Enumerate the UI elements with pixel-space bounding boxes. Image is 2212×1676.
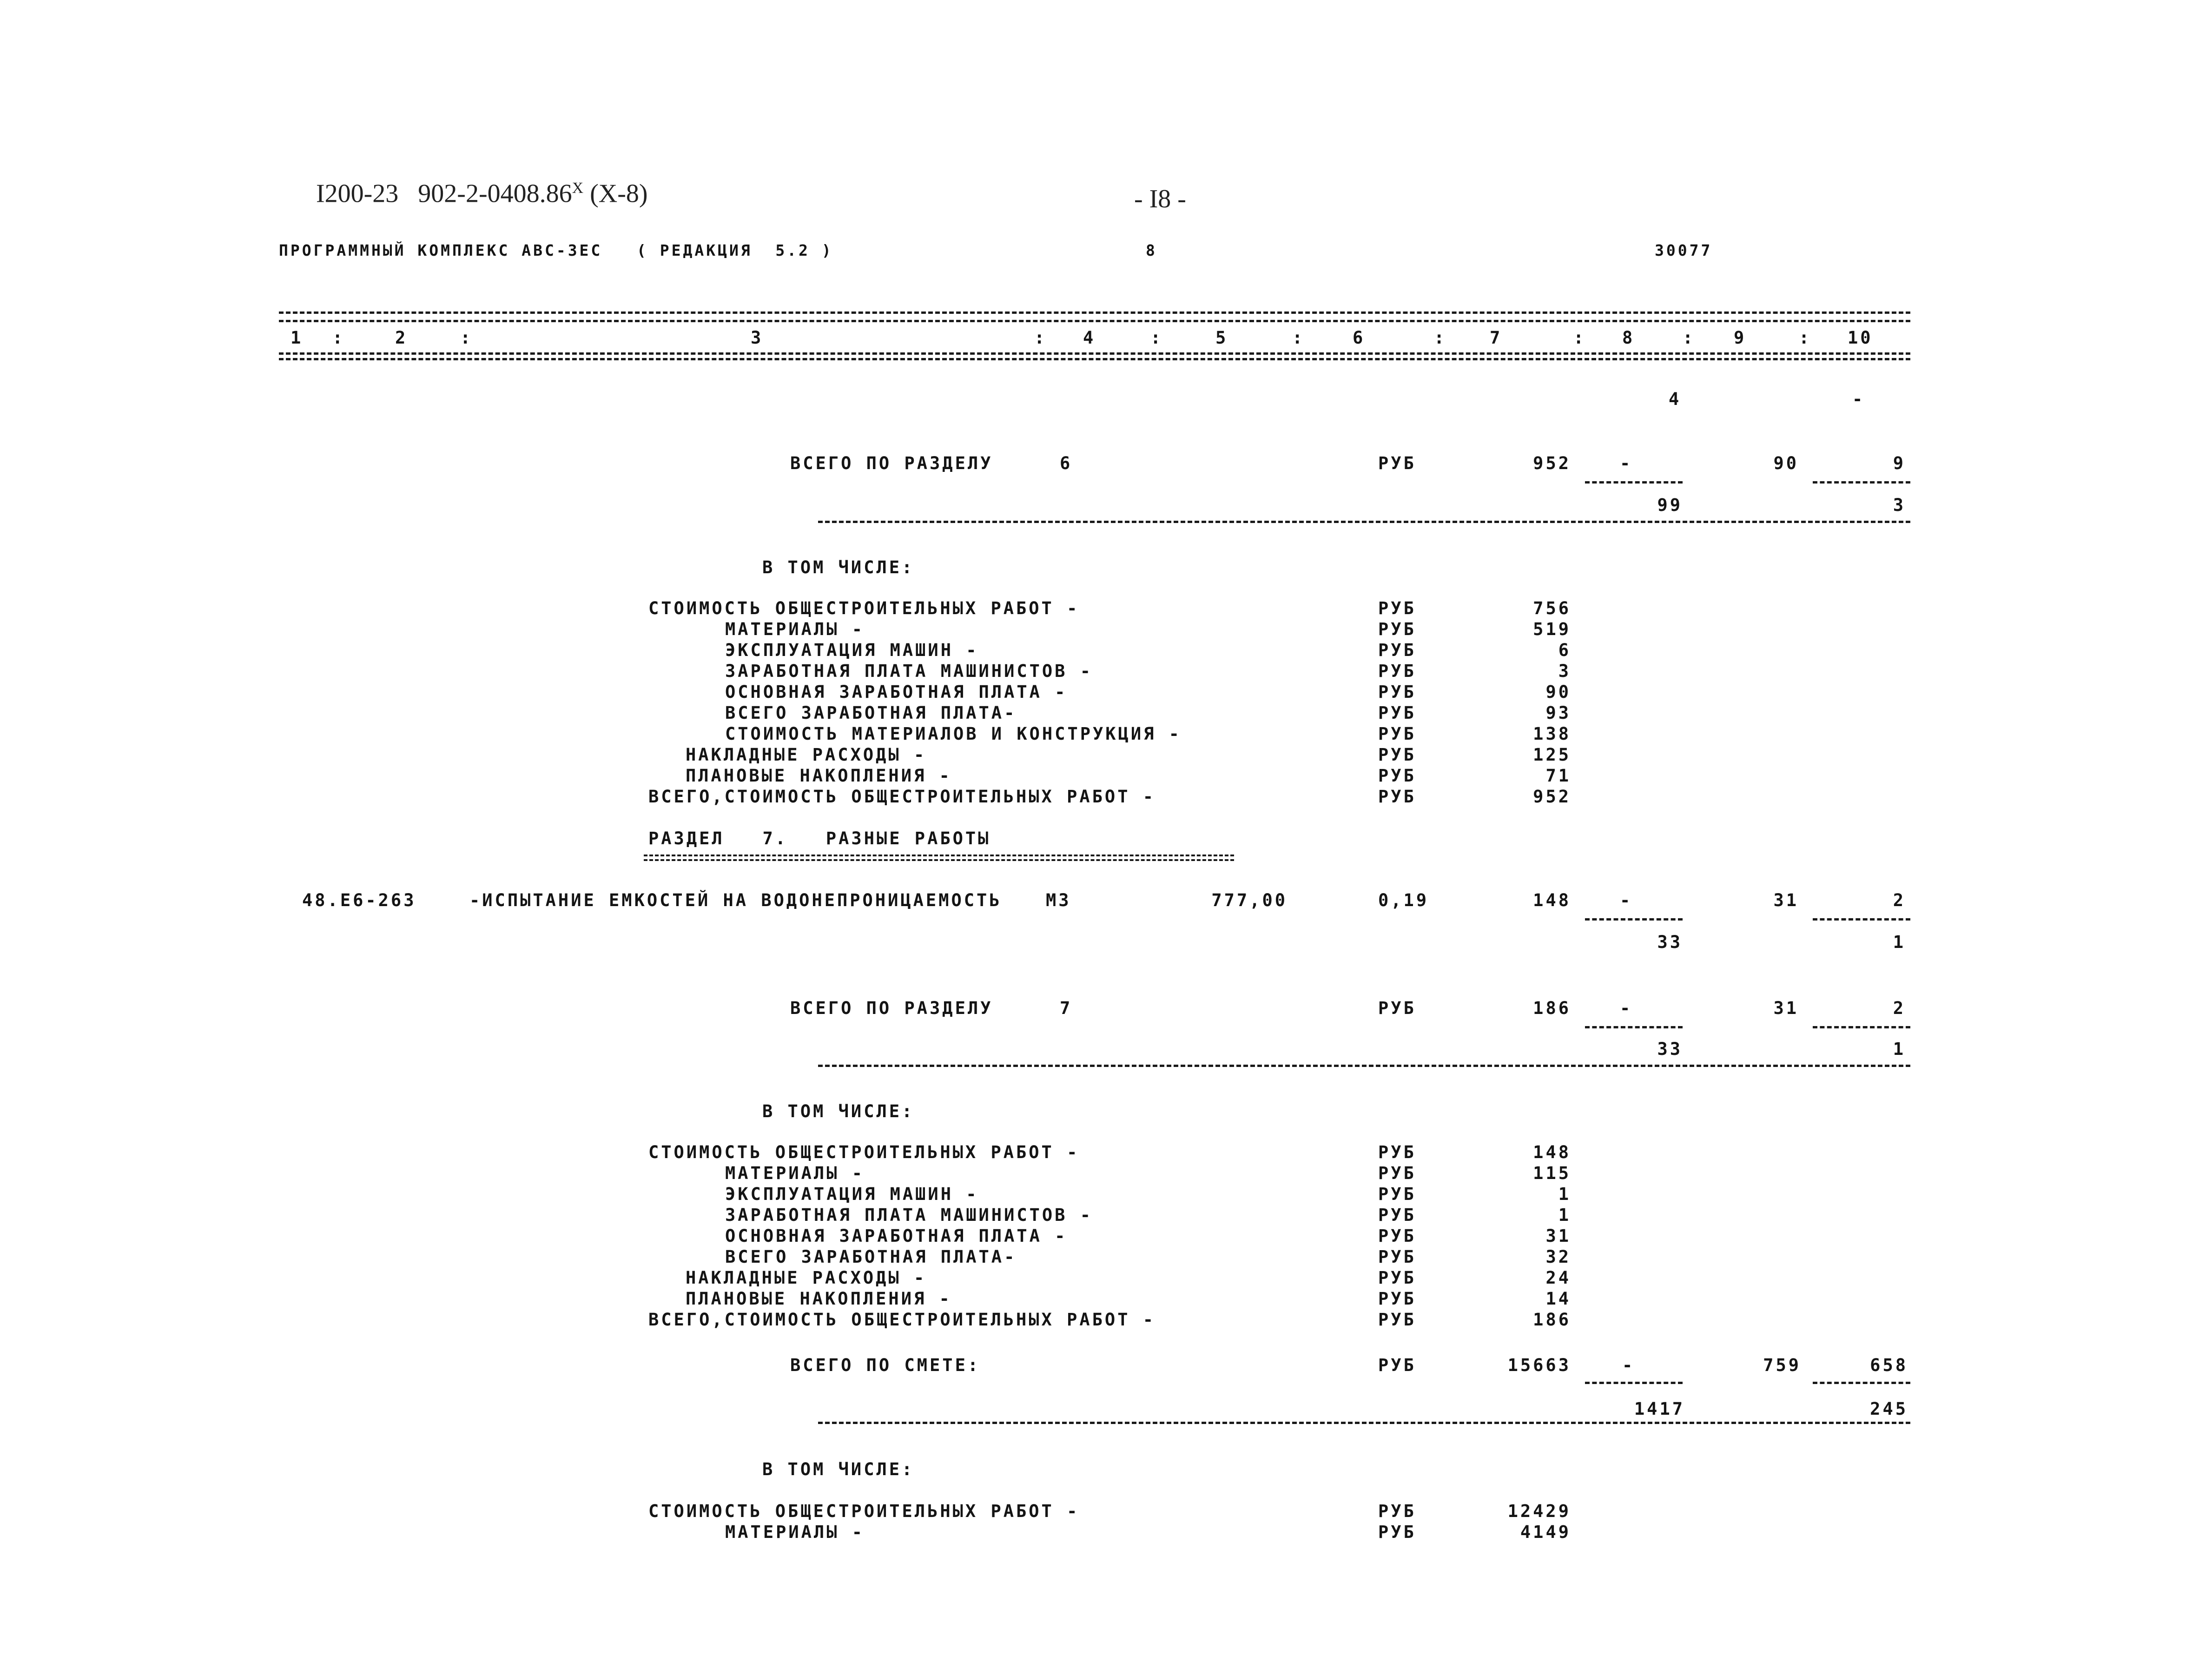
breakdown-label: ПЛАНОВЫЕ НАКОПЛЕНИЯ - <box>686 766 952 786</box>
document-code: 30077 <box>1655 241 1713 259</box>
breakdown-label: СТОИМОСТЬ ОБЩЕСТРОИТЕЛЬНЫХ РАБОТ - <box>648 1501 1080 1521</box>
column-header-10: 10 <box>1848 328 1873 348</box>
breakdown-value: 12429 <box>1507 1501 1571 1521</box>
grand-total-label: ВСЕГО ПО СМЕТЕ: <box>790 1355 981 1375</box>
section-total-unit: РУБ <box>1378 453 1416 473</box>
section-total-col10: 9 <box>1893 453 1906 473</box>
column-separator: : <box>460 328 473 348</box>
column-separator: : <box>1150 328 1163 348</box>
column-header-4: 4 <box>1083 328 1096 348</box>
item-code: 48.Е6-263 <box>302 890 416 910</box>
breakdown-label: ЭКСПЛУАТАЦИЯ МАШИН - <box>725 640 979 660</box>
subtotal-rule <box>1585 918 1683 921</box>
subtotal-rule <box>1813 1026 1910 1028</box>
breakdown-unit: РУБ <box>1378 1163 1416 1183</box>
header-rule-top-2 <box>279 320 1910 322</box>
breakdown-unit: РУБ <box>1378 1226 1416 1246</box>
section-total-col7: 186 <box>1533 998 1571 1018</box>
breakdown-unit: РУБ <box>1378 1268 1416 1288</box>
header-rule-bottom <box>279 352 1910 355</box>
section-subtotal-col8: 99 <box>1657 495 1683 515</box>
subtotal-rule <box>1585 1026 1683 1028</box>
subtotal-rule <box>1813 1382 1910 1384</box>
section-title-underline-2 <box>644 859 1234 861</box>
breakdown-label: СТОИМОСТЬ ОБЩЕСТРОИТЕЛЬНЫХ РАБОТ - <box>648 598 1080 618</box>
column-separator: : <box>1292 328 1305 348</box>
including-heading: В ТОМ ЧИСЛЕ: <box>762 1101 915 1121</box>
breakdown-value: 93 <box>1545 703 1571 723</box>
column-separator: : <box>1683 328 1696 348</box>
breakdown-value: 756 <box>1533 598 1571 618</box>
breakdown-label: ПЛАНОВЫЕ НАКОПЛЕНИЯ - <box>686 1289 952 1309</box>
subtotal-rule <box>1813 918 1910 921</box>
header-rule-bottom-2 <box>279 358 1910 360</box>
breakdown-label: СТОИМОСТЬ ОБЩЕСТРОИТЕЛЬНЫХ РАБОТ - <box>648 1142 1080 1162</box>
grand-subtotal-col10: 245 <box>1870 1399 1908 1419</box>
breakdown-label: ВСЕГО ЗАРАБОТНАЯ ПЛАТА- <box>725 703 1017 723</box>
header-rule-top <box>279 311 1910 314</box>
section-end-rule <box>818 1065 1910 1067</box>
section-subtotal-col10: 1 <box>1893 1039 1906 1059</box>
breakdown-value: 952 <box>1533 787 1571 807</box>
grand-total-col7: 15663 <box>1507 1355 1571 1375</box>
section-subtotal-col8: 33 <box>1657 1039 1683 1059</box>
item-subtotal-col8: 33 <box>1657 932 1683 952</box>
breakdown-unit: РУБ <box>1378 745 1416 765</box>
subtotal-rule <box>1585 1382 1683 1384</box>
breakdown-unit: РУБ <box>1378 598 1416 618</box>
column-header-7: 7 <box>1490 328 1503 348</box>
breakdown-unit: РУБ <box>1378 682 1416 702</box>
program-edition: ( РЕДАКЦИЯ 5.2 ) <box>637 241 833 259</box>
breakdown-label: МАТЕРИАЛЫ - <box>725 619 865 639</box>
including-heading: В ТОМ ЧИСЛЕ: <box>762 1459 915 1479</box>
breakdown-unit: РУБ <box>1378 1205 1416 1225</box>
breakdown-value: 519 <box>1533 619 1571 639</box>
breakdown-value: 6 <box>1558 640 1571 660</box>
item-unit: М3 <box>1046 890 1071 910</box>
column-header-3: 3 <box>751 328 764 348</box>
section-total-col10: 2 <box>1893 998 1906 1018</box>
section-total-label: ВСЕГО ПО РАЗДЕЛУ <box>790 453 993 473</box>
breakdown-value: 125 <box>1533 745 1571 765</box>
breakdown-label: ВСЕГО,СТОИМОСТЬ ОБЩЕСТРОИТЕЛЬНЫХ РАБОТ - <box>648 1310 1156 1330</box>
breakdown-label: ЭКСПЛУАТАЦИЯ МАШИН - <box>725 1184 979 1204</box>
breakdown-unit: РУБ <box>1378 1310 1416 1330</box>
breakdown-label: ОСНОВНАЯ ЗАРАБОТНАЯ ПЛАТА - <box>725 1226 1068 1246</box>
item-col7: 148 <box>1533 890 1571 910</box>
column-separator: : <box>1034 328 1047 348</box>
breakdown-unit: РУБ <box>1378 1501 1416 1521</box>
item-col10: 2 <box>1893 890 1906 910</box>
breakdown-label: МАТЕРИАЛЫ - <box>725 1163 865 1183</box>
column-header-5: 5 <box>1215 328 1228 348</box>
breakdown-value: 90 <box>1545 682 1571 702</box>
column-separator: : <box>1434 328 1447 348</box>
breakdown-value: 14 <box>1545 1289 1571 1309</box>
document-reference-tail: (X-8) <box>583 179 648 208</box>
breakdown-value: 1 <box>1558 1184 1571 1204</box>
carry-value-col10: - <box>1852 389 1865 409</box>
section-total-col9: 90 <box>1773 453 1799 473</box>
breakdown-label: СТОИМОСТЬ МАТЕРИАЛОВ И КОНСТРУКЦИЯ - <box>725 724 1182 744</box>
breakdown-unit: РУБ <box>1378 766 1416 786</box>
document-reference-text: I200-23 902-2-0408.86 <box>316 179 572 208</box>
section-total-col8: - <box>1620 453 1633 473</box>
including-heading: В ТОМ ЧИСЛЕ: <box>762 557 915 577</box>
breakdown-unit: РУБ <box>1378 787 1416 807</box>
column-header-1: 1 <box>291 328 304 348</box>
grand-subtotal-col8: 1417 <box>1634 1399 1685 1419</box>
subtotal-rule <box>1585 481 1683 484</box>
item-col9: 31 <box>1773 890 1799 910</box>
program-name: ПРОГРАММНЫЙ КОМПЛЕКС АВС-3ЕС <box>279 241 603 259</box>
section-total-col8: - <box>1620 998 1633 1018</box>
section-total-number: 7 <box>1060 998 1073 1018</box>
breakdown-label: ЗАРАБОТНАЯ ПЛАТА МАШИНИСТОВ - <box>725 1205 1093 1225</box>
item-quantity: 777,00 <box>1211 890 1288 910</box>
breakdown-value: 186 <box>1533 1310 1571 1330</box>
breakdown-unit: РУБ <box>1378 703 1416 723</box>
column-header-9: 9 <box>1734 328 1747 348</box>
item-col8: - <box>1620 890 1633 910</box>
breakdown-value: 24 <box>1545 1268 1571 1288</box>
document-reference-superscript: X <box>572 179 584 197</box>
section-total-col7: 952 <box>1533 453 1571 473</box>
breakdown-value: 31 <box>1545 1226 1571 1246</box>
breakdown-unit: РУБ <box>1378 1142 1416 1162</box>
item-subtotal-col10: 1 <box>1893 932 1906 952</box>
section-total-unit: РУБ <box>1378 998 1416 1018</box>
breakdown-value: 71 <box>1545 766 1571 786</box>
document-reference <box>316 180 648 207</box>
breakdown-value: 32 <box>1545 1247 1571 1267</box>
breakdown-value: 3 <box>1558 661 1571 681</box>
section-subtotal-col10: 3 <box>1893 495 1906 515</box>
breakdown-label: ОСНОВНАЯ ЗАРАБОТНАЯ ПЛАТА - <box>725 682 1068 702</box>
breakdown-unit: РУБ <box>1378 1289 1416 1309</box>
breakdown-label: ЗАРАБОТНАЯ ПЛАТА МАШИНИСТОВ - <box>725 661 1093 681</box>
carry-value-col8: 4 <box>1669 389 1682 409</box>
section-total-col9: 31 <box>1773 998 1799 1018</box>
section-title: РАЗДЕЛ 7. РАЗНЫЕ РАБОТЫ <box>648 828 991 848</box>
breakdown-unit: РУБ <box>1378 640 1416 660</box>
column-header-8: 8 <box>1622 328 1635 348</box>
column-separator: : <box>1573 328 1586 348</box>
breakdown-value: 138 <box>1533 724 1571 744</box>
breakdown-unit: РУБ <box>1378 1184 1416 1204</box>
breakdown-unit: РУБ <box>1378 619 1416 639</box>
breakdown-label: МАТЕРИАЛЫ - <box>725 1522 865 1542</box>
section-end-rule <box>818 521 1910 523</box>
breakdown-unit: РУБ <box>1378 724 1416 744</box>
column-separator: : <box>1799 328 1812 348</box>
section-total-number: 6 <box>1060 453 1073 473</box>
breakdown-value: 4149 <box>1520 1522 1571 1542</box>
grand-end-rule <box>818 1422 1910 1424</box>
breakdown-unit: РУБ <box>1378 1247 1416 1267</box>
breakdown-label: НАКЛАДНЫЕ РАСХОДЫ - <box>686 745 927 765</box>
section-total-label: ВСЕГО ПО РАЗДЕЛУ <box>790 998 993 1018</box>
sheet-number: 8 <box>1146 241 1157 259</box>
page-number: - I8 - <box>1134 185 1186 213</box>
grand-total-col10: 658 <box>1870 1355 1908 1375</box>
breakdown-value: 1 <box>1558 1205 1571 1225</box>
breakdown-label: НАКЛАДНЫЕ РАСХОДЫ - <box>686 1268 927 1288</box>
breakdown-unit: РУБ <box>1378 661 1416 681</box>
breakdown-unit: РУБ <box>1378 1522 1416 1542</box>
breakdown-label: ВСЕГО ЗАРАБОТНАЯ ПЛАТА- <box>725 1247 1017 1267</box>
grand-total-col8: - <box>1622 1355 1635 1375</box>
column-header-2: 2 <box>395 328 408 348</box>
column-separator: : <box>332 328 345 348</box>
breakdown-value: 115 <box>1533 1163 1571 1183</box>
section-title-underline <box>644 855 1234 856</box>
breakdown-value: 148 <box>1533 1142 1571 1162</box>
subtotal-rule <box>1813 481 1910 484</box>
item-description: -ИСПЫТАНИЕ ЕМКОСТЕЙ НА ВОДОНЕПРОНИЦАЕМОСТЬ <box>469 890 1002 910</box>
breakdown-label: ВСЕГО,СТОИМОСТЬ ОБЩЕСТРОИТЕЛЬНЫХ РАБОТ - <box>648 787 1156 807</box>
item-unit-price: 0,19 <box>1378 890 1429 910</box>
grand-total-col9: 759 <box>1763 1355 1801 1375</box>
grand-total-unit: РУБ <box>1378 1355 1416 1375</box>
column-header-6: 6 <box>1353 328 1366 348</box>
